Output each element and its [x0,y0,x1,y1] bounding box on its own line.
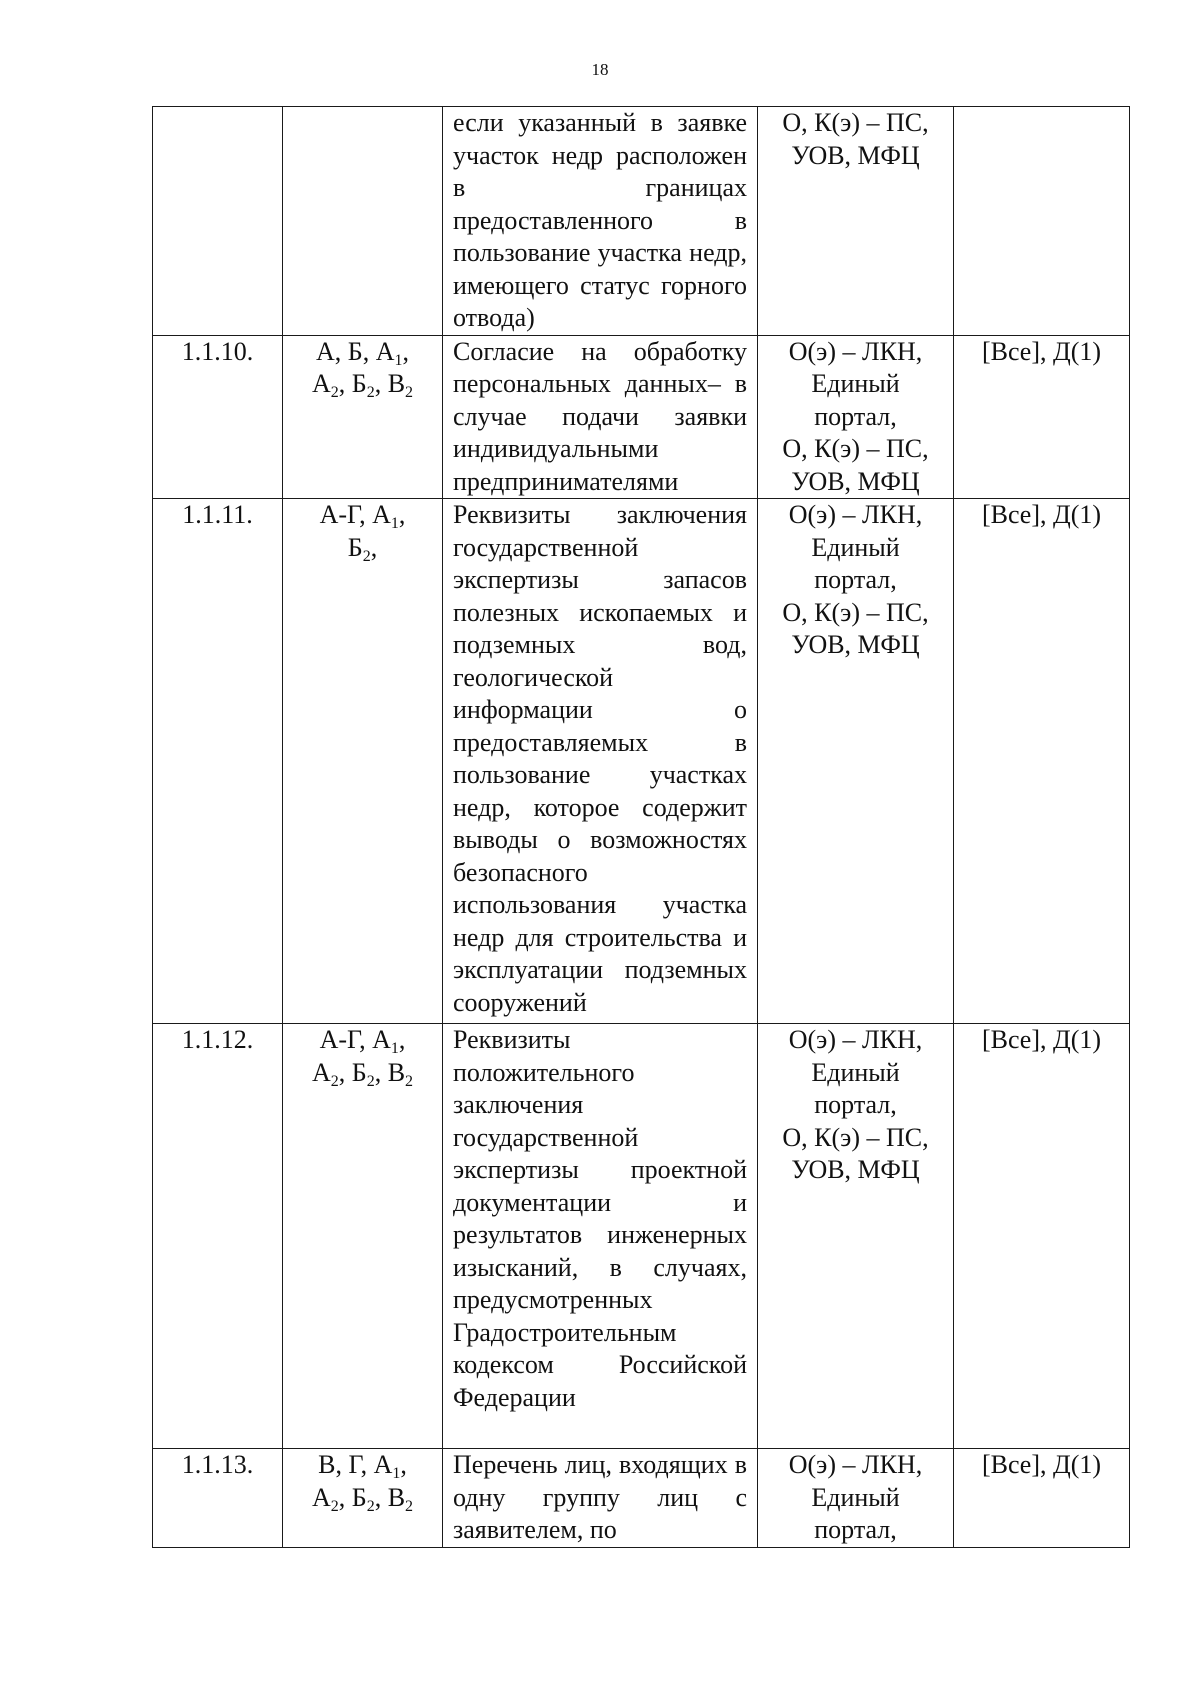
item-number-cell: 1.1.13. [153,1449,283,1548]
category-text: , Б [338,1057,367,1087]
category-text: В, Г, А [318,1450,393,1479]
category-subscript: 2 [405,1497,414,1515]
conditions-cell: [Все], Д(1) [954,1024,1130,1449]
table-row [153,335,1130,499]
format-line: О(э) – ЛКН, [788,336,923,366]
table-row [153,499,1130,1024]
category-text: , [400,1450,407,1479]
document-description-cell: Перечень лиц, входящих в одну группу лиц с заявителем, по [443,1449,758,1548]
conditions-cell: [Все], Д(1) [954,335,1130,499]
item-number-cell: 1.1.11. [153,499,283,1024]
category-line [293,499,432,532]
category-line [293,1057,432,1090]
category-text: , В [374,369,406,398]
document-description-cell: если указанный в заявке участок недр расположен в границах предоставленного в пользование участка недр, имеющего статус горного отвода) [443,107,758,336]
format-line: О(э) – ЛКН, [788,500,923,529]
category-subscript: 2 [366,1072,375,1090]
category-text: , Б [338,1482,367,1512]
submission-format-cell [758,107,954,336]
item-number-cell: 1.1.10. [153,335,283,499]
format-line: портал, [814,1515,897,1544]
format-line: УОВ, МФЦ [791,140,920,170]
format-line: О(э) – ЛКН, [788,1025,923,1054]
category-text: А [311,1482,331,1512]
category-line [293,1024,432,1057]
applicant-categories-cell [283,499,443,1024]
table-row [153,1024,1130,1449]
category-text: А-Г, А [319,1025,391,1054]
submission-format-cell [758,1024,954,1449]
item-number-cell: 1.1.12. [153,1024,283,1449]
format-line: Единый [811,1057,900,1087]
table-row [153,107,1130,336]
applicant-categories-cell [283,1449,443,1548]
category-text: , [402,336,409,366]
format-line: УОВ, МФЦ [791,1155,920,1184]
category-subscript: 2 [366,1497,375,1515]
category-subscript: 2 [330,384,339,401]
format-line: О, К(э) – ПС, [782,597,929,627]
format-line: О(э) – ЛКН, [788,1450,923,1479]
category-subscript: 1 [390,515,399,532]
category-text: А, Б, А [316,336,395,366]
table-row [153,1449,1130,1548]
category-subscript: 2 [362,547,371,565]
format-line: О, К(э) – ПС, [782,108,929,137]
applicant-categories-cell [283,107,443,336]
format-line: Единый [811,369,900,398]
category-text: , Б [338,369,367,398]
format-line: портал, [814,565,897,594]
category-text: А [311,1057,331,1087]
conditions-cell: [Все], Д(1) [954,1449,1130,1548]
format-line: Единый [811,532,900,562]
category-text: Б [347,532,363,562]
format-line: портал, [814,401,897,431]
category-line [293,1449,432,1482]
conditions-cell: [Все], Д(1) [954,499,1130,1024]
category-text: , [398,500,406,529]
category-subscript: 1 [390,1040,399,1057]
document-description-cell: Реквизиты заключения государственной экспертизы запасов полезных ископаемых и подземных вод, геологической информации о предоставляемых в пользование участках недр, которое содержит выводы о возможностях безопасного использования участка недр для строительства и эксплуатации подземных сооружений [443,499,758,1024]
format-line: УОВ, МФЦ [791,630,920,659]
category-subscript: 2 [330,1497,339,1515]
category-subscript: 2 [405,384,414,401]
format-line: О, К(э) – ПС, [782,1122,929,1152]
submission-format-cell [758,499,954,1024]
category-line [293,336,432,369]
applicant-categories-cell [283,335,443,499]
category-text: , В [374,1482,406,1512]
category-line [293,532,432,565]
format-line: УОВ, МФЦ [791,466,920,496]
category-subscript: 2 [330,1072,339,1090]
category-text: , [398,1025,406,1054]
requirements-table [152,106,1130,1548]
format-line: портал, [814,1090,897,1119]
category-line [293,1482,432,1515]
category-line [293,368,432,401]
document-description-cell: Реквизиты положительного заключения государственной экспертизы проектной документации и результатов инженерных изысканий, в случаях, предусмотренных Градостроительным кодексом Российской Федерации [443,1024,758,1449]
category-text: А [311,369,331,398]
category-subscript: 2 [405,1072,414,1090]
category-subscript: 1 [392,1465,401,1482]
item-number-cell [153,107,283,336]
category-text: , В [374,1057,406,1087]
category-text: А-Г, А [319,500,391,529]
format-line: О, К(э) – ПС, [782,434,929,463]
format-line: Единый [811,1482,900,1512]
category-text: , [370,532,378,562]
category-subscript: 2 [366,384,375,401]
document-description-cell: Согласие на обработку персональных данных– в случае подачи заявки индивидуальными предпринимателями [443,335,758,499]
submission-format-cell [758,1449,954,1548]
category-subscript: 1 [394,351,403,369]
conditions-cell [954,107,1130,336]
submission-format-cell [758,335,954,499]
page-number: 18 [591,60,609,79]
applicant-categories-cell [283,1024,443,1449]
